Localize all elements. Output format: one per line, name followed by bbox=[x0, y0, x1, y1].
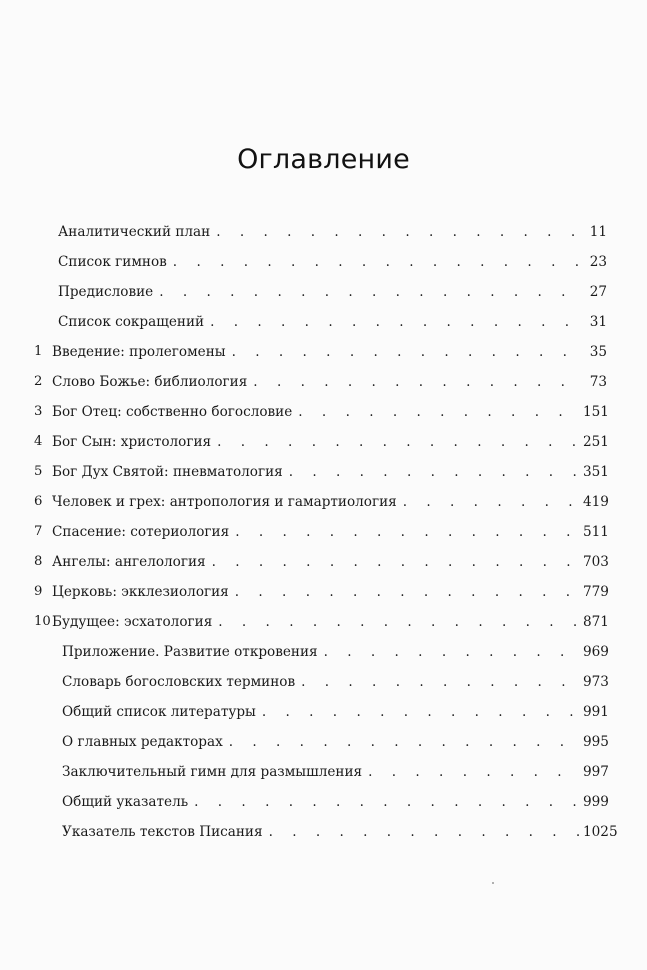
toc-entry-page: 11 bbox=[589, 224, 607, 240]
page-title: Оглавление bbox=[237, 144, 410, 175]
toc-entry bbox=[0, 670, 647, 694]
toc-entry-page: 1025 bbox=[583, 824, 618, 840]
toc-entry bbox=[0, 490, 647, 514]
chapter-number: 6 bbox=[34, 494, 43, 509]
toc-entry-label: О главных редакторах bbox=[62, 734, 223, 750]
toc-entry-page: 703 bbox=[583, 554, 609, 570]
chapter-number: 9 bbox=[34, 584, 43, 599]
toc-entry-page: 779 bbox=[583, 584, 609, 600]
dot-leader bbox=[194, 790, 579, 814]
toc-entry-label: Церковь: экклезиология bbox=[52, 584, 229, 600]
toc-entry-label: Приложение. Развитие откровения bbox=[62, 644, 318, 660]
toc-entry-label: Заключительный гимн для размышления bbox=[62, 764, 363, 780]
toc-entry-label: Общий список литературы bbox=[62, 704, 256, 720]
toc-entry-label: Будущее: эсхатология bbox=[52, 614, 213, 630]
toc-entry-page: 151 bbox=[583, 404, 609, 420]
toc-entry bbox=[0, 640, 647, 664]
toc-entry-label: Список гимнов bbox=[58, 254, 167, 270]
dot-leader bbox=[210, 310, 579, 334]
toc-entry-page: 23 bbox=[589, 254, 607, 270]
toc-entry bbox=[0, 520, 647, 544]
toc-entry-page: 999 bbox=[583, 794, 609, 810]
toc-entry bbox=[0, 700, 647, 724]
toc-entry bbox=[0, 790, 647, 814]
dot-leader bbox=[232, 340, 579, 364]
toc-entry bbox=[0, 460, 647, 484]
toc-entry-label: Общий указатель bbox=[62, 794, 189, 810]
chapter-number: 2 bbox=[34, 374, 43, 389]
toc-entry-page: 991 bbox=[583, 704, 609, 720]
toc-entry bbox=[0, 220, 647, 244]
dot-leader bbox=[289, 460, 579, 484]
dot-leader bbox=[298, 400, 579, 424]
toc-entry-label: Предисловие bbox=[58, 284, 154, 300]
dot-leader bbox=[218, 610, 579, 634]
dot-leader bbox=[368, 760, 579, 784]
dot-leader bbox=[216, 220, 579, 244]
toc-entry-page: 871 bbox=[583, 614, 609, 630]
chapter-number: 1 bbox=[34, 344, 43, 359]
dot-leader bbox=[212, 550, 579, 574]
toc-entry bbox=[0, 760, 647, 784]
toc-entry bbox=[0, 550, 647, 574]
toc-entry-page: 419 bbox=[583, 494, 609, 510]
toc-entry-page: 997 bbox=[583, 764, 609, 780]
chapter-number: 3 bbox=[34, 404, 43, 419]
chapter-number: 10 bbox=[34, 614, 51, 629]
dot-leader bbox=[262, 700, 579, 724]
toc-entry bbox=[0, 580, 647, 604]
chapter-number: 4 bbox=[34, 434, 43, 449]
toc-entry bbox=[0, 250, 647, 274]
toc-entry bbox=[0, 280, 647, 304]
toc-entry bbox=[0, 400, 647, 424]
dot-leader bbox=[217, 430, 579, 454]
chapter-number: 5 bbox=[34, 464, 43, 479]
toc-entry-page: 511 bbox=[583, 524, 609, 540]
toc-entry-label: Указатель текстов Писания bbox=[62, 824, 263, 840]
toc-entry bbox=[0, 730, 647, 754]
toc-entry-label: Аналитический план bbox=[58, 224, 211, 240]
toc-entry bbox=[0, 310, 647, 334]
toc-entry bbox=[0, 820, 647, 844]
toc-entry-label: Словарь богословских терминов bbox=[62, 674, 296, 690]
dot-leader bbox=[173, 250, 579, 274]
dot-leader bbox=[403, 490, 579, 514]
toc-entry bbox=[0, 340, 647, 364]
toc-entry-page: 31 bbox=[589, 314, 607, 330]
toc-entry-label: Ангелы: ангелология bbox=[52, 554, 206, 570]
toc-entry-label: Бог Отец: собственно богословие bbox=[52, 404, 293, 420]
dot-leader bbox=[301, 670, 579, 694]
toc-entry-page: 351 bbox=[583, 464, 609, 480]
toc-entry-label: Введение: пролегомены bbox=[52, 344, 226, 360]
dot-leader bbox=[324, 640, 579, 664]
toc-entry-page: 995 bbox=[583, 734, 609, 750]
toc-entry bbox=[0, 610, 647, 634]
toc-entry-label: Бог Дух Святой: пневматология bbox=[52, 464, 283, 480]
dot-leader bbox=[253, 370, 579, 394]
toc-entry bbox=[0, 430, 647, 454]
chapter-number: 7 bbox=[34, 524, 43, 539]
toc-entry-label: Спасение: сотериология bbox=[52, 524, 230, 540]
toc-entry-label: Бог Сын: христология bbox=[52, 434, 212, 450]
paper-speck bbox=[492, 882, 494, 884]
toc-entry-label: Список сокращений bbox=[58, 314, 205, 330]
dot-leader bbox=[159, 280, 579, 304]
toc-entry-page: 73 bbox=[589, 374, 607, 390]
dot-leader bbox=[229, 730, 579, 754]
toc-entry bbox=[0, 370, 647, 394]
toc-entry-label: Человек и грех: антропология и гамартиология bbox=[52, 494, 397, 510]
toc-entry-page: 969 bbox=[583, 644, 609, 660]
dot-leader bbox=[235, 580, 579, 604]
toc-entry-page: 35 bbox=[589, 344, 607, 360]
dot-leader bbox=[235, 520, 579, 544]
toc-entry-page: 27 bbox=[589, 284, 607, 300]
toc-entry-page: 973 bbox=[583, 674, 609, 690]
dot-leader bbox=[269, 820, 579, 844]
chapter-number: 8 bbox=[34, 554, 43, 569]
toc-entry-page: 251 bbox=[583, 434, 609, 450]
toc-entry-label: Слово Божье: библиология bbox=[52, 374, 248, 390]
